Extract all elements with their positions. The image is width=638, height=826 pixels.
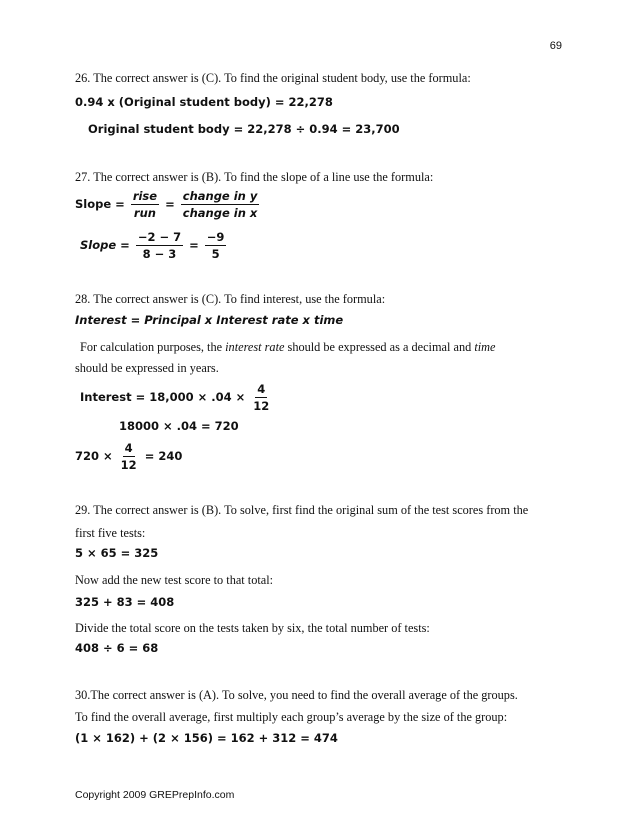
note-text: For calculation purposes, the: [80, 340, 226, 354]
fraction-denominator: run: [133, 206, 156, 220]
q28-note-line-2: should be expressed in years.: [75, 361, 219, 375]
equals-sign: =: [189, 238, 199, 252]
slope-label: Slope =: [75, 197, 125, 211]
note-emphasis-time: time: [474, 340, 496, 354]
time-fraction: [119, 441, 139, 472]
q28-interest-formula: [75, 313, 343, 327]
result-fraction: [205, 230, 227, 261]
q27-slope-formula: [75, 189, 261, 220]
note-emphasis-rate: interest rate: [225, 340, 285, 354]
q26-equation-1: 0.94 x (Original student body) = 22,278: [75, 95, 333, 109]
rise-over-run-fraction: [131, 189, 159, 220]
page-number: 69: [549, 40, 562, 52]
q30-equation-1: (1 × 162) + (2 × 156) = 162 + 312 = 474: [75, 731, 338, 745]
q29-equation-1: 5 × 65 = 325: [75, 546, 159, 560]
q26-equation-2: Original student body = 22,278 ÷ 0.94 = 23,700: [88, 122, 400, 136]
q28-text: 28. The correct answer is (C). To find interest, use the formula:: [75, 292, 386, 306]
fraction-denominator: 12: [120, 458, 137, 472]
q26-text: 26. The correct answer is (C). To find the original student body, use the formula:: [75, 71, 471, 85]
q28-equation-1: [80, 382, 273, 413]
q29-equation-2: 325 + 83 = 408: [75, 595, 175, 609]
q28-note-line-1: [80, 340, 495, 355]
fraction-denominator: 8 − 3: [142, 247, 177, 261]
fraction-denominator: change in x: [182, 206, 258, 220]
q29-text-line-1: 29. The correct answer is (B). To solve, first find the original sum of the test scores from the: [75, 503, 529, 517]
equation-left: 720 ×: [75, 449, 113, 463]
q29-equation-3: 408 ÷ 6 = 68: [75, 641, 159, 655]
fraction-denominator: 5: [211, 247, 220, 261]
q29-text-3: Divide the total score on the tests taken by six, the total number of tests:: [75, 621, 430, 635]
q29-text-line-2: first five tests:: [75, 526, 146, 540]
q28-equation-2: 18000 × .04 = 720: [119, 419, 239, 433]
equals-sign: =: [165, 197, 175, 211]
fraction-numerator: −9: [206, 230, 225, 244]
fraction-numerator: rise: [132, 189, 158, 203]
equation-right: = 240: [144, 449, 183, 463]
time-fraction: [251, 382, 271, 413]
difference-fraction: [136, 230, 183, 261]
fraction-numerator: change in y: [182, 189, 258, 203]
q27-slope-calculation: [80, 230, 228, 261]
q28-equation-3: [75, 441, 182, 472]
fraction-numerator: 4: [257, 382, 266, 396]
formula-text: Interest = Principal x Interest rate x time: [75, 313, 344, 327]
fraction-numerator: −2 − 7: [137, 230, 182, 244]
q30-text-2: To find the overall average, first multiply each group’s average by the size of the group:: [75, 710, 508, 724]
fraction-denominator: 12: [253, 399, 270, 413]
slope-label: Slope =: [80, 238, 130, 252]
fraction-numerator: 4: [124, 441, 133, 455]
copyright-footer: Copyright 2009 GREPrepInfo.com: [75, 789, 235, 801]
q30-text: 30.The correct answer is (A). To solve, you need to find the overall average of the groups.: [75, 688, 518, 702]
note-text: should be expressed as a decimal and: [284, 340, 475, 354]
equation-left: Interest = 18,000 × .04 ×: [80, 390, 246, 404]
q27-text: 27. The correct answer is (B). To find the slope of a line use the formula:: [75, 170, 434, 184]
change-fraction: [181, 189, 260, 220]
q29-text-2: Now add the new test score to that total:: [75, 573, 274, 587]
